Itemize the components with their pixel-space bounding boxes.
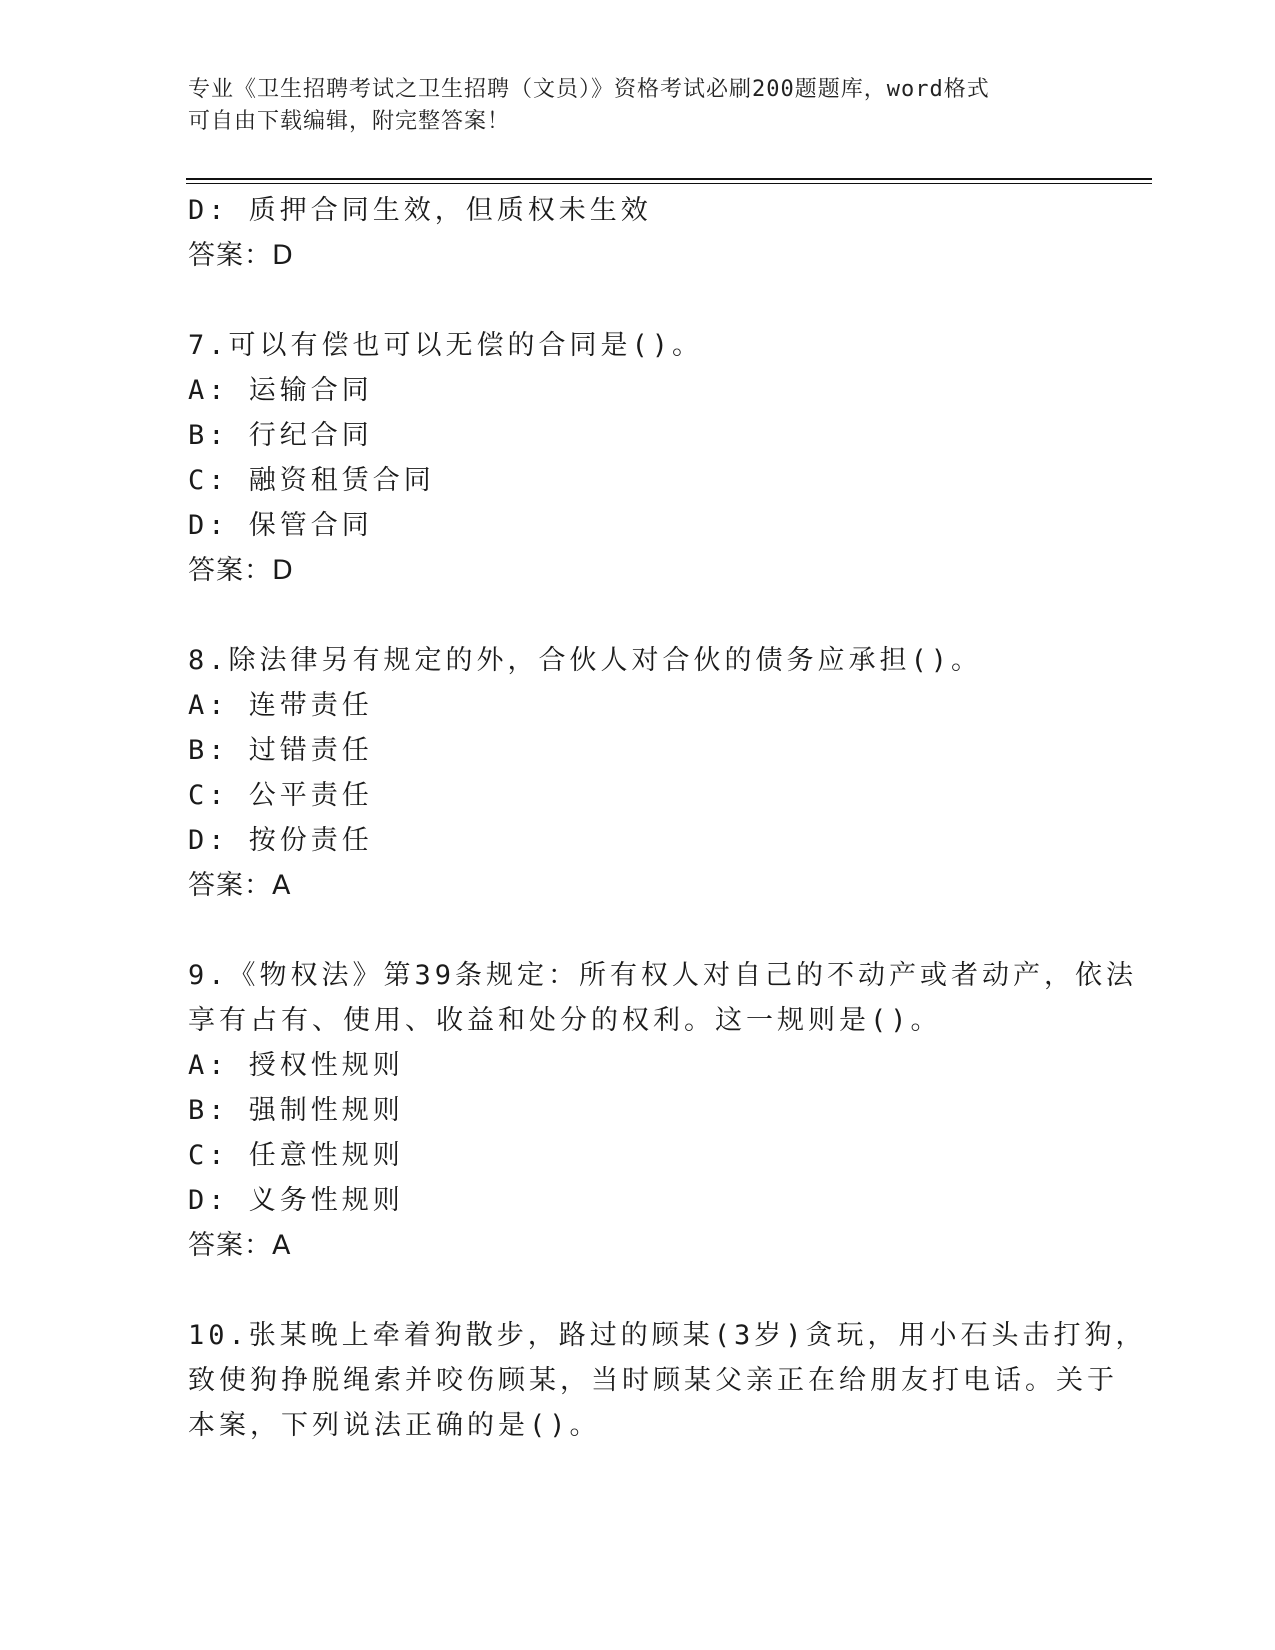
- question-stem-line-3: 本案，下列说法正确的是()。: [188, 1410, 601, 1441]
- question-7: [188, 323, 1088, 593]
- spacer: [188, 593, 1088, 638]
- option-b: B: 行纪合同: [188, 420, 373, 451]
- spacer: [188, 1268, 1088, 1313]
- header-line-2: 可自由下载编辑，附完整答案！: [188, 109, 511, 134]
- header-line-1: 专业《卫生招聘考试之卫生招聘（文员）》资格考试必刷200题题库，word格式: [188, 77, 990, 102]
- option-c: C: 任意性规则: [188, 1140, 404, 1171]
- question-9: [188, 953, 1138, 1268]
- question-list: [188, 188, 1147, 1448]
- question-8: [188, 638, 1088, 908]
- answer-line: 答案：D: [188, 555, 294, 586]
- option-c: C: 公平责任: [188, 780, 373, 811]
- option-b: B: 过错责任: [188, 735, 373, 766]
- spacer: [188, 908, 1088, 953]
- question-stem: 8.除法律另有规定的外，合伙人对合伙的债务应承担()。: [188, 645, 983, 676]
- answer-line: 答案：D: [188, 240, 294, 271]
- question-stem-line-2: 致使狗挣脱绳索并咬伤顾某，当时顾某父亲正在给朋友打电话。关于: [188, 1365, 1118, 1396]
- document-header: [188, 74, 1068, 138]
- spacer: [188, 278, 1088, 323]
- answer-line: 答案：A: [188, 870, 292, 901]
- question-stem-line-1: 10.张某晚上牵着狗散步，路过的顾某(3岁)贪玩，用小石头击打狗，: [188, 1320, 1147, 1351]
- question-6-tail: [188, 188, 1088, 278]
- option-b: B: 强制性规则: [188, 1095, 404, 1126]
- option-a: A: 运输合同: [188, 375, 373, 406]
- header-divider-thin: [186, 183, 1152, 184]
- question-stem-line-2: 享有占有、使用、收益和处分的权利。这一规则是()。: [188, 1005, 942, 1036]
- option-a: A: 连带责任: [188, 690, 373, 721]
- option-d: D: 质押合同生效，但质权未生效: [188, 195, 652, 226]
- question-stem-line-1: 9.《物权法》第39条规定：所有权人对自己的不动产或者动产，依法: [188, 960, 1138, 991]
- option-c: C: 融资租赁合同: [188, 465, 435, 496]
- answer-line: 答案：A: [188, 1230, 292, 1261]
- option-d: D: 按份责任: [188, 825, 373, 856]
- option-d: D: 义务性规则: [188, 1185, 404, 1216]
- question-10: [188, 1313, 1147, 1448]
- option-d: D: 保管合同: [188, 510, 373, 541]
- question-stem: 7.可以有偿也可以无偿的合同是()。: [188, 330, 704, 361]
- option-a: A: 授权性规则: [188, 1050, 404, 1081]
- header-divider-thick: [186, 178, 1152, 180]
